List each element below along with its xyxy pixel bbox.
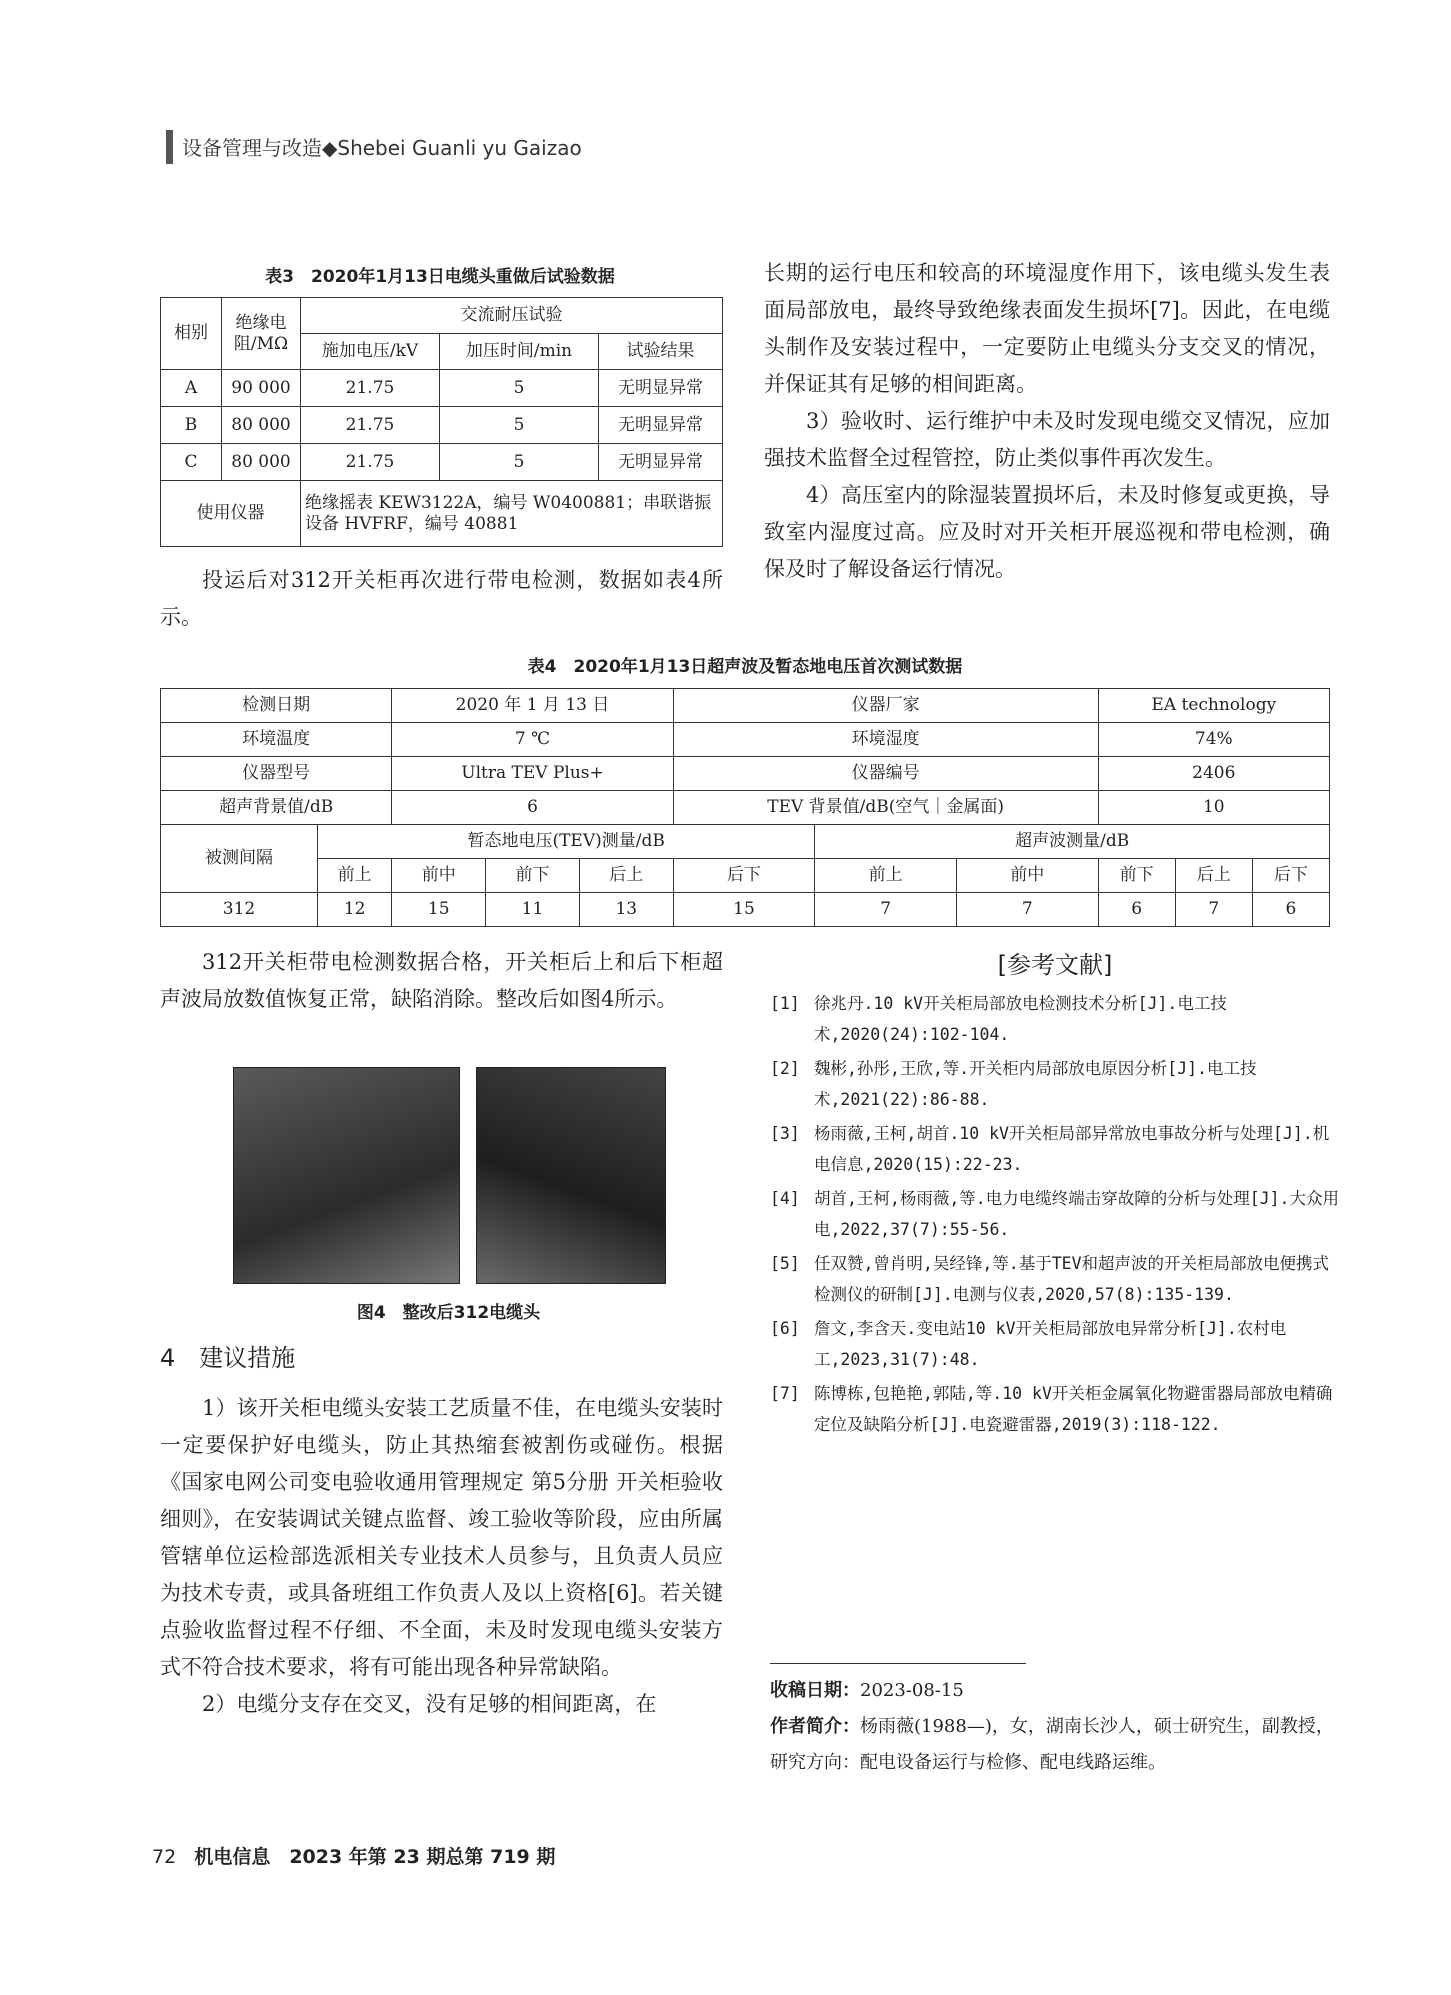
reference-text: 詹文,李含天.变电站10 kV开关柜局部放电异常分析[J].农村电工,2023,31(7):48. (814, 1319, 1287, 1369)
table-cell: 90 000 (222, 370, 301, 407)
table-row (161, 791, 1330, 825)
table-cell: 5 (440, 444, 599, 481)
references-list (770, 988, 1340, 1443)
header-bar (166, 130, 173, 164)
paragraph-after-table3 (160, 562, 723, 636)
table4-subheader: 前中 (392, 859, 486, 893)
author-label: 作者简介： (770, 1716, 860, 1737)
reference-text: 杨雨薇,王柯,胡首.10 kV开关柜局部异常放电事故分析与处理[J].机电信息,2020(15):22-23. (814, 1124, 1330, 1174)
table-cell: 21.75 (301, 407, 440, 444)
table-row (161, 757, 1330, 791)
reference-text: 魏彬,孙彤,王欣,等.开关柜内局部放电原因分析[J].电工技术,2021(22):86-88. (814, 1059, 1257, 1109)
table-cell: 80 000 (222, 444, 301, 481)
table4-subheader: 后上 (1175, 859, 1252, 893)
table-row (161, 689, 1330, 723)
paragraph-text: 投运后对312开关柜再次进行带电检测，数据如表4所示。 (160, 568, 723, 629)
table4-subheader: 前上 (318, 859, 392, 893)
table4-subheader: 前上 (815, 859, 957, 893)
reference-item (770, 1378, 1340, 1440)
received-date (770, 1673, 1342, 1709)
page-footer (152, 1842, 555, 1869)
table3-instrument-value: 绝缘摇表 KEW3122A，编号 W0400881；串联谐振设备 HVFRF，编号 40881 (301, 481, 723, 547)
figure4-photo-right (476, 1067, 666, 1284)
reference-number: [7] (770, 1384, 800, 1403)
table-cell: B (161, 407, 222, 444)
received-label: 收稿日期： (770, 1680, 860, 1701)
figure4-photo-left (233, 1067, 460, 1284)
table-cell: 检测日期 (161, 689, 392, 723)
table4 (160, 688, 1330, 927)
table-cell: 21.75 (301, 370, 440, 407)
table-cell: 7 (956, 893, 1098, 927)
table-cell: 无明显异常 (599, 370, 723, 407)
table-cell: 无明显异常 (599, 444, 723, 481)
table3-header-voltage: 施加电压/kV (301, 334, 440, 370)
reference-number: [4] (770, 1189, 800, 1208)
paragraph-text: 长期的运行电压和较高的环境湿度作用下，该电缆头发生表面局部放电，最终导致绝缘表面发生损坏[7]。因此，在电缆头制作及安装过程中，一定要防止电缆头分支交叉的情况，并保证其有足够的相间距离。 (764, 261, 1330, 396)
table-cell: 5 (440, 370, 599, 407)
table-cell: C (161, 444, 222, 481)
table-cell: TEV 背景值/dB(空气｜金属面) (673, 791, 1098, 825)
reference-text: 陈博栋,包艳艳,郭陆,等.10 kV开关柜金属氧化物避雷器局部放电精确定位及缺陷分析[J].电瓷避雷器,2019(3):118-122. (814, 1384, 1333, 1434)
paragraph-text: 2）电缆分支存在交叉，没有足够的相间距离，在 (202, 1692, 657, 1716)
figure4-caption: 图4 整改后312电缆头 (356, 1303, 541, 1323)
table4-caption: 表4 2020年1月13日超声波及暂态地电压首次测试数据 (527, 657, 963, 677)
table4-subheader: 后下 (673, 859, 815, 893)
table-cell: 13 (579, 893, 673, 927)
table-cell: 11 (486, 893, 580, 927)
table4-header-tev: 暂态地电压(TEV)测量/dB (318, 825, 815, 859)
table4-header-interval: 被测间隔 (161, 825, 318, 893)
table-cell: 环境湿度 (673, 723, 1098, 757)
table3-header-ac: 交流耐压试验 (301, 298, 723, 334)
reference-item (770, 1183, 1340, 1245)
table-cell: 环境温度 (161, 723, 392, 757)
reference-item (770, 1053, 1340, 1115)
table4-subheader: 后上 (579, 859, 673, 893)
reference-number: [5] (770, 1254, 800, 1273)
reference-item (770, 1118, 1340, 1180)
paragraph-text: 312开关柜带电检测数据合格，开关柜后上和后下柜超声波局放数值恢复正常，缺陷消除。整改后如图4所示。 (160, 950, 723, 1011)
reference-number: [3] (770, 1124, 800, 1143)
table3-caption: 表3 2020年1月13日电缆头重做后试验数据 (265, 267, 615, 287)
table-cell: 21.75 (301, 444, 440, 481)
paragraph-text: 1）该开关柜电缆头安装工艺质量不佳，在电缆头安装时一定要保护好电缆头，防止其热缩套被割伤或碰伤。根据《国家电网公司变电验收通用管理规定 第5分册 开关柜验收细则》，在安装调试关键点监督、竣工验收等阶段，应由所属管辖单位运检部选派相关专业技术人员参与，且负责人员应为技术专责，或具备班组工作负责人及以上资格[6]。若关键点验收监督过程不仔细、不全面，未及时发现电缆头安装方式不符合技术要求，将有可能出现各种异常缺陷。 (160, 1396, 723, 1679)
table4-subheader: 前下 (1098, 859, 1175, 893)
references-title: [参考文献] (997, 951, 1113, 979)
table-cell: 80 000 (222, 407, 301, 444)
table-row (161, 444, 723, 481)
table-cell: 15 (673, 893, 815, 927)
table-cell: 312 (161, 893, 318, 927)
section4-body (160, 1390, 723, 1723)
reference-text: 徐兆丹.10 kV开关柜局部放电检测技术分析[J].电工技术,2020(24):102-104. (814, 994, 1227, 1044)
table-row (161, 723, 1330, 757)
reference-number: [6] (770, 1319, 800, 1338)
journal-issue: 机电信息 2023 年第 23 期总第 719 期 (194, 1846, 556, 1868)
table-cell: 74% (1098, 723, 1329, 757)
table3-header-time: 加压时间/min (440, 334, 599, 370)
table-cell: 2406 (1098, 757, 1329, 791)
table-cell: 6 (1252, 893, 1329, 927)
reference-number: [1] (770, 994, 800, 1013)
table-cell: 10 (1098, 791, 1329, 825)
author-value: 杨雨薇(1988—)，女，湖南长沙人，硕士研究生，副教授，研究方向：配电设备运行与检修、配电线路运维。 (770, 1716, 1334, 1773)
page-number: 72 (152, 1846, 177, 1868)
running-header: 设备管理与改造◆Shebei Guanli yu Gaizao (182, 136, 582, 160)
table3-header-insulation: 绝缘电阻/MΩ (222, 298, 301, 370)
table3-header-phase: 相别 (161, 298, 222, 370)
table-row (161, 370, 723, 407)
table-cell: Ultra TEV Plus+ (392, 757, 673, 791)
table-cell: 5 (440, 407, 599, 444)
section-title: 4 建议措施 (160, 1344, 296, 1372)
right-column-top (764, 255, 1330, 588)
table3-instrument-label: 使用仪器 (161, 481, 301, 547)
reference-text: 任双赞,曾肖明,吴经锋,等.基于TEV和超声波的开关柜局部放电便携式检测仪的研制[J].电测与仪表,2020,57(8):135-139. (814, 1254, 1330, 1304)
table4-subheader: 前中 (956, 859, 1098, 893)
table4-subheader: 前下 (486, 859, 580, 893)
paragraph-text: 4）高压室内的除湿装置损坏后，未及时修复或更换，导致室内湿度过高。应及时对开关柜开展巡视和带电检测，确保及时了解设备运行情况。 (764, 483, 1330, 581)
paragraph-text: 3）验收时、运行维护中未及时发现电缆交叉情况，应加强技术监督全过程管控，防止类似事件再次发生。 (764, 409, 1330, 470)
table-cell: 12 (318, 893, 392, 927)
table-cell: 仪器型号 (161, 757, 392, 791)
reference-number: [2] (770, 1059, 800, 1078)
footnote-divider (770, 1663, 1026, 1664)
table-cell: A (161, 370, 222, 407)
table3 (160, 297, 723, 547)
table-cell: 7 ℃ (392, 723, 673, 757)
table-cell: 无明显异常 (599, 407, 723, 444)
table-cell: 7 (1175, 893, 1252, 927)
table-cell: 2020 年 1 月 13 日 (392, 689, 673, 723)
table-cell: 仪器编号 (673, 757, 1098, 791)
table4-header-ultrasonic: 超声波测量/dB (815, 825, 1330, 859)
reference-text: 胡首,王柯,杨雨薇,等.电力电缆终端击穿故障的分析与处理[J].大众用电,2022,37(7):55-56. (814, 1189, 1339, 1239)
reference-item (770, 1248, 1340, 1310)
reference-item (770, 1313, 1340, 1375)
table-row (161, 407, 723, 444)
paragraph-after-table4 (160, 944, 723, 1018)
table3-header-result: 试验结果 (599, 334, 723, 370)
table-cell: 超声背景值/dB (161, 791, 392, 825)
article-metadata (770, 1673, 1342, 1781)
table-cell: 6 (392, 791, 673, 825)
table-cell: 仪器厂家 (673, 689, 1098, 723)
table-cell: 15 (392, 893, 486, 927)
table-row (161, 893, 1330, 927)
table-cell: 7 (815, 893, 957, 927)
received-value: 2023-08-15 (860, 1680, 964, 1701)
table4-subheader: 后下 (1252, 859, 1329, 893)
reference-item (770, 988, 1340, 1050)
author-bio (770, 1709, 1342, 1781)
table-cell: 6 (1098, 893, 1175, 927)
table-cell: EA technology (1098, 689, 1329, 723)
